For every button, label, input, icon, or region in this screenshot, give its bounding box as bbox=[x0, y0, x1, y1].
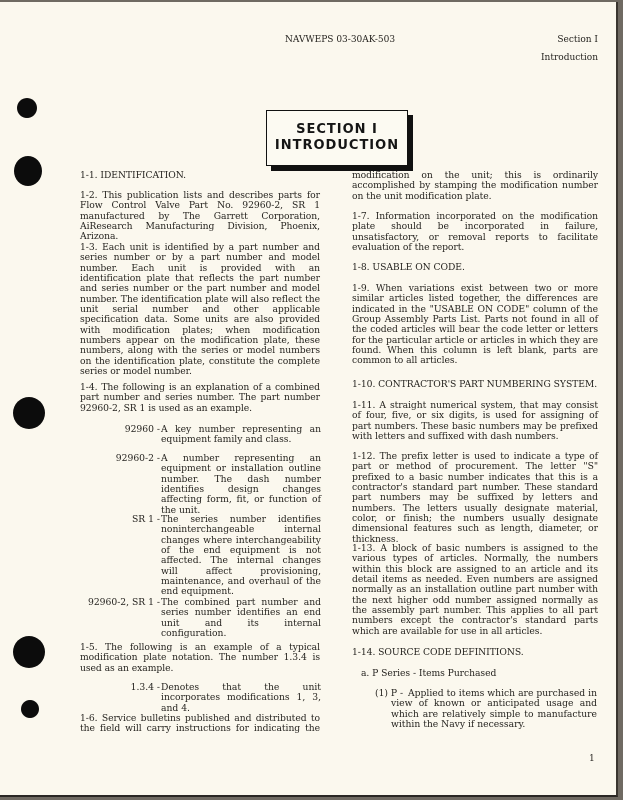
source-code-term: (1) P - bbox=[375, 688, 404, 699]
paragraph-1-5: 1-5. The following is an example of a typical modification plate notation. The number 1.3.4 is used as an example. bbox=[80, 642, 320, 674]
document-page bbox=[0, 2, 618, 797]
heading-identification: 1-1. IDENTIFICATION. bbox=[80, 170, 186, 181]
definition-text: Denotes that the unit incorporates modifications 1, 3, and 4. bbox=[161, 682, 321, 714]
binder-hole bbox=[13, 397, 45, 429]
heading-usable-on-code: 1-8. USABLE ON CODE. bbox=[352, 262, 465, 273]
definition-text: A number representing an equipment or installation outline number. The dash number identifies design changes affecting form, fit, or function of the unit. bbox=[161, 453, 321, 516]
definition-text: A key number representing an equipment family and class. bbox=[161, 424, 321, 446]
paragraph-1-4: 1-4. The following is an explanation of a combined part number and series number. The part number 92960-2, SR 1 is used as an example. bbox=[80, 382, 320, 414]
definition-term: 92960 - bbox=[124, 424, 160, 435]
source-code-text: Applied to items which are purchased in view of known or anticipated usage and which are relatively simple to manufacture within the Navy if necessary. bbox=[391, 688, 597, 731]
definition-text: The combined part number and series number identifies an end unit and its internal configuration. bbox=[161, 597, 321, 640]
definition-text: The series number identifies noninterchangeable internal changes where interchangeability of the end equipment is not affected. The internal changes will affect provisioning, maintenance, and overhaul of the end equipment. bbox=[161, 514, 321, 598]
section-heading-line2: INTRODUCTION bbox=[274, 138, 400, 153]
paragraph-1-2: 1-2. This publication lists and describes parts for Flow Control Valve Part No. 92960-2, SR 1 manufactured by The Garrett Corporation, AiResearch Manufacturing Division, Phoenix, Arizona. bbox=[80, 190, 320, 243]
section-title-header: Introduction bbox=[541, 53, 598, 63]
binder-hole bbox=[14, 156, 42, 186]
definition-term: SR 1 - bbox=[131, 514, 160, 525]
paragraph-1-3: 1-3. Each unit is identified by a part number and series number or by a part number and model number. Each unit is provided with an identification plate that reflects the part number and series number or the part number and model number. The identification plate will also reflect the unit serial number and other applicable specification data. Some units are also provided with modification plates; when modification numbers appear on the modification plate, these numbers, along with the series or model numbers on the identification plate, constitute the complete series or model number. bbox=[80, 242, 320, 378]
paragraph-1-6: 1-6. Service bulletins published and distributed to the field will carry instructions for indicating the bbox=[80, 713, 320, 735]
definition-term: 92960-2, SR 1 - bbox=[87, 597, 160, 608]
binder-hole bbox=[21, 700, 39, 718]
paragraph-1-11: 1-11. A straight numerical system, that may consist of four, five, or six digits, is used for assigning of part numbers. These basic numbers may be prefixed with letters and suffixed with dash numbers. bbox=[352, 400, 598, 443]
paragraph-1-6-continued: modification on the unit; this is ordinarily accomplished by stamping the modification number on the unit modification plate. bbox=[352, 170, 598, 202]
definition-term: 92960-2 - bbox=[115, 453, 160, 464]
section-label: Section I bbox=[557, 35, 598, 45]
definition-term: 1.3.4 - bbox=[130, 682, 160, 693]
document-number: NAVWEPS 03-30AK-503 bbox=[285, 35, 396, 45]
heading-contractors-part-numbering: 1-10. CONTRACTOR'S PART NUMBERING SYSTEM. bbox=[352, 379, 598, 390]
paragraph-1-9: 1-9. When variations exist between two or more similar articles listed together, the differences are indicated in the "USABLE ON CODE" column of the Group Assembly Parts List. Parts not found in all of the coded articles will bear the code letter or letters for the particular article or articles in which they are found. When this column is left blank, parts are common to all articles. bbox=[352, 283, 598, 367]
section-heading-line1: SECTION I bbox=[296, 122, 378, 137]
binder-hole bbox=[13, 636, 45, 668]
heading-source-code-definitions: 1-14. SOURCE CODE DEFINITIONS. bbox=[352, 647, 524, 658]
paragraph-1-7: 1-7. Information incorporated on the modification plate should be incorporated in failure, unsatisfactory, or removal reports to facilitate evaluation of the report. bbox=[352, 211, 598, 254]
binder-hole bbox=[17, 98, 37, 118]
subheading-p-series: a. P Series - Items Purchased bbox=[361, 668, 497, 679]
paragraph-1-12: 1-12. The prefix letter is used to indicate a type of part or method of procurement. The letter "S" prefixed to a basic number indicates that this is a contractor's standard part number. These standard part numbers may be suffixed by letters and numbers. The letters usually designate material, color, or finish; the numbers usually designate dimensional features such as length, diameter, or thickness. bbox=[352, 451, 598, 545]
paragraph-1-13: 1-13. A block of basic numbers is assigned to the various types of articles. Normally, the numbers within this block are assigned to an article and its detail items as needed. Even numbers are assigned normally as an installation outline part number with the next higher odd number assigned normally as the assembly part number. This applies to all part numbers except the contractor's standard parts which are available for use in all articles. bbox=[352, 543, 598, 637]
page-number: 1 bbox=[589, 754, 595, 764]
section-heading-box bbox=[266, 110, 408, 166]
